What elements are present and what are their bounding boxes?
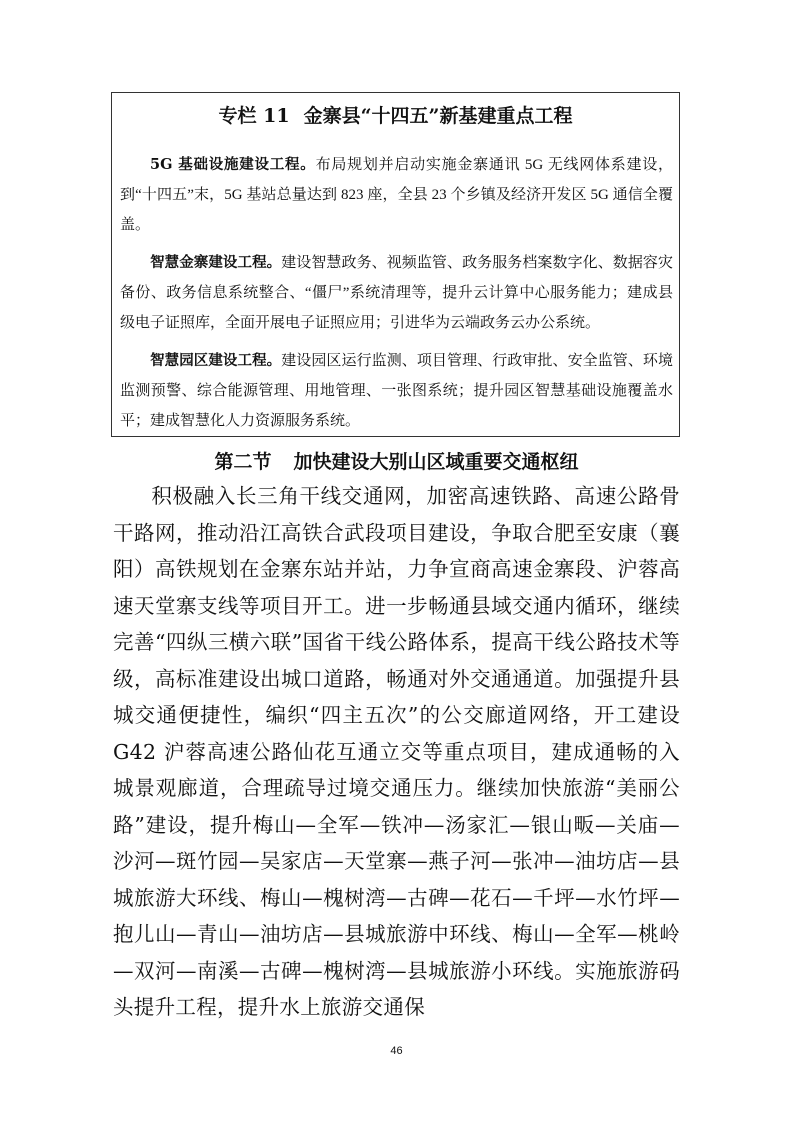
paragraph-heading: 智慧园区建设工程。	[150, 352, 282, 369]
section-number: 第二节	[214, 451, 272, 473]
column-number: 专栏 11	[218, 105, 290, 127]
paragraph-heading: 5G 基础设施建设工程。	[150, 156, 316, 173]
page-number: 46	[390, 1045, 403, 1057]
box-paragraph-smart-jinzhai	[120, 248, 673, 338]
box-title	[112, 100, 679, 132]
paragraph-text: 建设智慧政务、视频监管、政务服务档案数字化、数据容灾备份、政务信息系统整合、“僵尸”系统清理等，提升云计算中心服务能力；建成县级电子证照库，全面开展电子证照应用；引进华为云端政务云办公系统。	[120, 255, 673, 331]
body-text: 积极融入长三角干线交通网，加密高速铁路、高速公路骨干路网，推动沿江高铁合武段项目建设，争取合肥至安康（襄阳）高铁规划在金寨东站并站，力争宣商高速金寨段、沪蓉高速天堂寨支线等项目开工。进一步畅通县域交通内循环，继续完善“四纵三横六联”国省干线公路体系，提高干线公路技术等级，高标准建设出城口道路，畅通对外交通通道。加强提升县城交通便捷性，编织“四主五次”的公交廊道网络，开工建设 G42 沪蓉高速公路仙花互通立交等重点项目，建成通畅的入城景观廊道，合理疏导过境交通压力。继续加快旅游“美丽公路”建设，提升梅山—全军—铁冲—汤家汇—银山畈—关庙—沙河—斑竹园—吴家店—天堂寨—燕子河—张冲—油坊店—县城旅游大环线、梅山—槐树湾—古碑—花石—千坪—水竹坪—抱儿山—青山—油坊店—县城旅游中环线、梅山—全军—桃岭—双河—南溪—古碑—槐树湾—县城旅游小环线。实施旅游码头提升工程，提升水上旅游交通保	[113, 484, 680, 1019]
column-title: 金寨县“十四五”新基建重点工程	[303, 105, 573, 127]
section-title: 加快建设大别山区域重要交通枢纽	[293, 451, 579, 473]
paragraph-text: 布局规划并启动实施金寨通讯 5G 无线网体系建设，到“十四五”末，5G 基站总量达到 823 座，全县 23 个乡镇及经济开发区 5G 通信全覆盖。	[120, 157, 673, 233]
box-paragraph-smart-park	[120, 346, 673, 436]
project-column-box	[111, 92, 680, 437]
paragraph-heading: 智慧金寨建设工程。	[150, 254, 282, 271]
paragraph-text: 建设园区运行监测、项目管理、行政审批、安全监管、环境监测预警、综合能源管理、用地管理、一张图系统；提升园区智慧基础设施覆盖水平；建成智慧化人力资源服务系统。	[120, 353, 673, 429]
body-paragraph	[113, 478, 680, 1026]
box-paragraph-5g	[120, 150, 673, 240]
section-heading	[113, 444, 680, 480]
